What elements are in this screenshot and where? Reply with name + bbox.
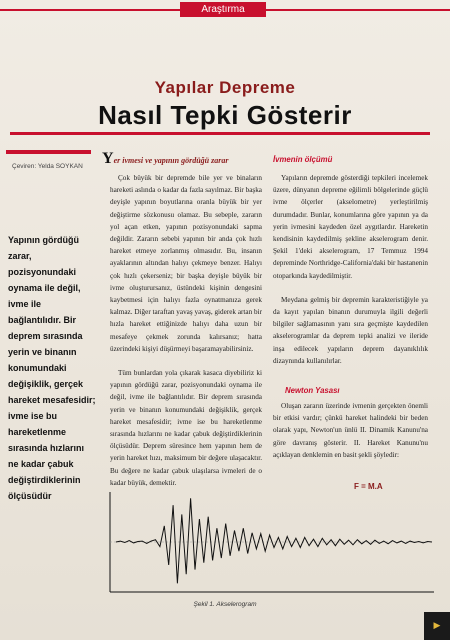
article-column-right-1 bbox=[273, 172, 428, 379]
body-paragraph-2: Tüm bunlardan yola çıkarak kasaca diyebiliriz ki yapının gördüğü zarar, pozisyonundaki oynama ile değil, ivme ile bağlantılıdır. Bir deprem sırasında yerin ve binanın konumundaki değişiklik, gerçek hareket mesafesidir; ivme ise bu hareketlenme sırasında hızlarını ne kadar çabuk değiştirdiklerinin ölçüsüdür. Deprem süresince hem yapının hem de yerin hareket hızı, maksimum bir değere ulaşacaktır. Bu değere ne kadar çabuk ulaşılarsa ivmeleri de o kadar büyük, demektir. bbox=[110, 369, 262, 487]
accelerogram-chart bbox=[96, 488, 436, 596]
lead-heading bbox=[102, 150, 228, 168]
pullquote: Yapının gördüğü zarar, pozisyonundaki oynama ile değil, ivme ile bağlantılıdır. Bir deprem sırasında yerin ve binanın konumundaki değişiklik, gerçek hareket mesafesidir; ivme ise bu hareketlenme sırasında hızlarını ne kadar çabuk değiştirdiklerinin ölçüsüdür bbox=[8, 235, 96, 501]
heading-newton-yasasi: Newton Yasası bbox=[285, 386, 340, 395]
title-line-1: Yapılar Depreme bbox=[154, 78, 296, 97]
article-column-right-2 bbox=[273, 400, 428, 473]
drop-initial: Y bbox=[102, 150, 114, 167]
right-paragraph-3: Oluşan zararın üzerinde ivmenin gerçekten önemli bir etkisi vardır; çünkü hareket halindeki bir beden olarak yapı, Newton'un ünlü II. Dinamik Kanunu'na göre davranış gösterir. II. Hareket Kanunu'nu açıklayan denklemin en basit şekli şöyledir: bbox=[273, 402, 428, 459]
accelerogram-series bbox=[116, 498, 432, 583]
title-line-2: Nasıl Tepki Gösterir bbox=[98, 100, 352, 130]
heading-ivme-olcumu: İvmenin ölçümü bbox=[273, 155, 333, 164]
translator-credit: Çeviren: Yelda SOYKAN bbox=[12, 163, 83, 170]
section-tab: Araştırma bbox=[180, 2, 266, 17]
sidebar-accent-bar bbox=[6, 150, 91, 154]
newton-equation: F = M.A bbox=[354, 482, 383, 491]
right-paragraph-1: Yapıların depremde gösterdiği tepkileri incelemek üzere, dünyanın depreme eğilimli bölgelerinde güçlü ivme ölçerler (akselometre) yerleştirilmiş durumdadır. Bunlar, konumlarına göre yapının ya da yerin ivmesini kaydeden özel aygıtlardır. Hareketin kendisinin kaydedilmiş şekline akselerogram denir. Şekil 1'deki akselerogram, 17 Temmuz 1994 depreminde Northridge-California'daki bir hastanenin otoparkında kaydedilmiştir. bbox=[273, 174, 428, 280]
figure-caption: Şekil 1. Akselerogram bbox=[193, 601, 257, 608]
right-paragraph-2: Meydana gelmiş bir depremin karakteristiğiyle ya da kayıt yapılan binanın durumuyla ilgili değerli bilgiler sağlamasının yanı sıra geçmişte kaydedilen akselerogramlar da deprem tepki analizi ve ileride inşa edilecek yapıların deprem dayanıklılık dizaynında kullanılırlar. bbox=[273, 295, 428, 365]
title-underline bbox=[10, 132, 430, 135]
body-paragraph-1: Çok büyük bir depremde bile yer ve binaların hareketi aslında o kadar da fazla sayılmaz. Bir başka deyişle yapının boyutlarına oranla büyük bir yer değiştirme sözkonusu olamaz. Bu sebeple, zararın yol açan etken, yapının pozisyonundaki sapma değildir. Zararın sebebi yapının bir anda çok hızlı hareket etmeye zorlanmış olmasıdır. Bu, insanın ayaklarının altından halıyı çekmeye benzer. Halıyı çok hızlı çekerseniz; bir başka deyişle büyük bir ivme oluşturursanız, üstündeki kişinin dengesini kaybetmesi için halıyı fazla oynatmanıza gerek kalmaz. Diğer taraftan yavaş yavaş, giderek artan bir hızla hareket ettiğinizde halıyı daha uzun bir mesafeye çekmek zorunda kalırsanız; hatta üzerindeki kişiyi düşürmeyi başaramayabilirsiniz. bbox=[110, 174, 262, 353]
article-column-middle bbox=[110, 172, 262, 501]
lead-text: er ivmesi ve yapının gördüğü zarar bbox=[113, 156, 229, 165]
page-corner-tab: ▶ bbox=[424, 612, 450, 640]
